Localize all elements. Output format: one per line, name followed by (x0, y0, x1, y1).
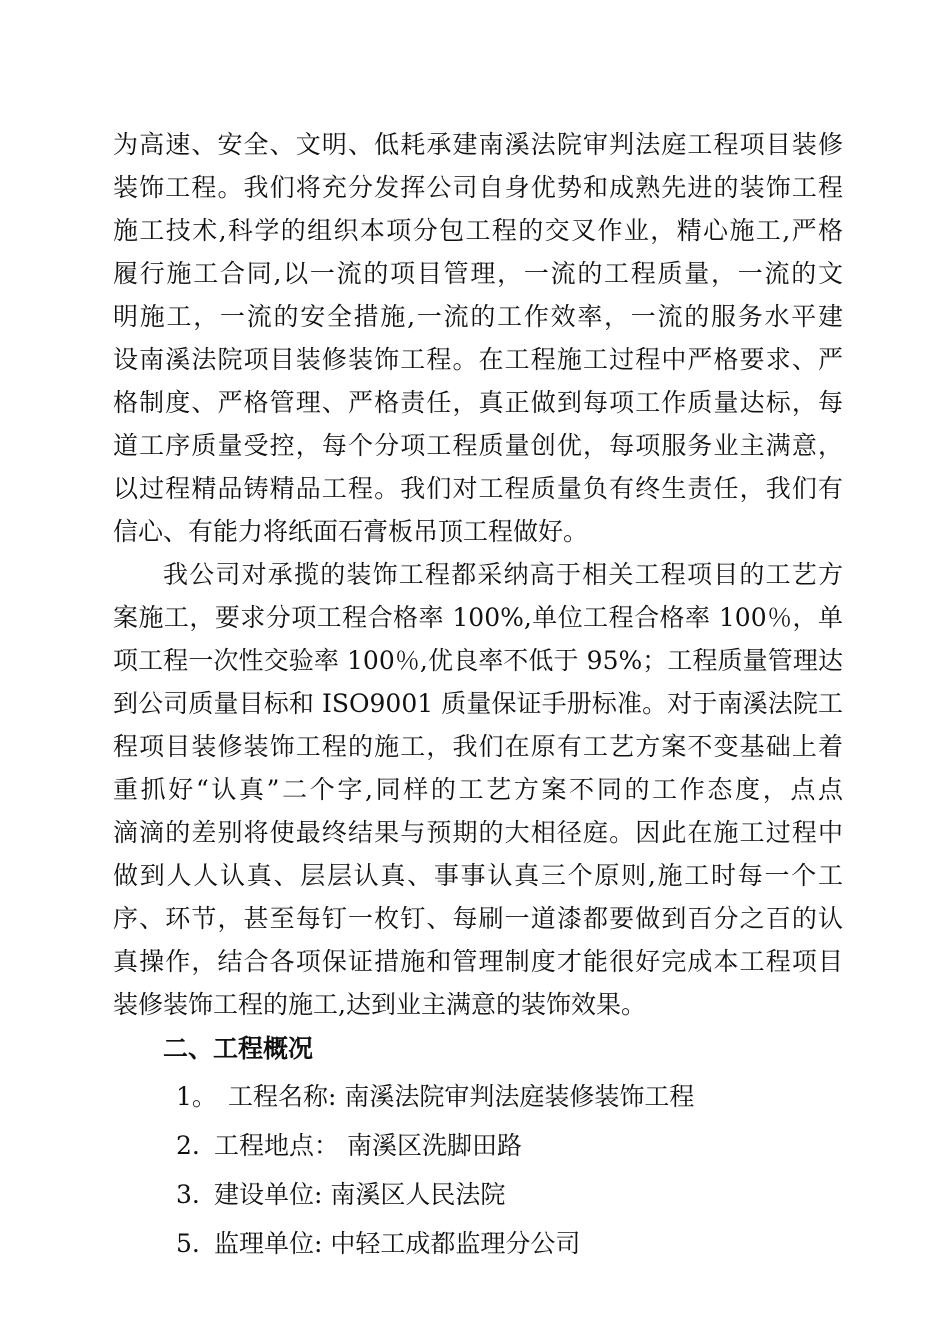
paragraph-line: 道工序质量受控，每个分项工程质量创优，每项服务业主满意， (113, 431, 843, 460)
paragraph-line: 以过程精品铸精品工程。我们对工程质量负有终生责任，我们有 (113, 474, 843, 503)
list-item-text: 建设单位: 南溪区人民法院 (214, 1180, 506, 1209)
list-item-text: 工程地点： 南溪区洗脚田路 (214, 1131, 522, 1160)
list-item-number: 1。 (176, 1082, 217, 1111)
paragraph-line: 装饰工程。我们将充分发挥公司自身优势和成熟先进的装饰工程 (113, 173, 843, 202)
paragraph-line: 真操作，结合各项保证措施和管理制度才能很好完成本工程项目 (113, 947, 843, 976)
list-item-number: 3. (176, 1180, 200, 1209)
paragraph-line: 到公司质量目标和 ISO9001 质量保证手册标准。对于南溪法院工 (113, 689, 843, 718)
paragraph-line: 程项目装修装饰工程的施工，我们在原有工艺方案不变基础上着 (113, 732, 843, 761)
paragraph-line: 施工技术,科学的组织本项分包工程的交叉作业，精心施工,严格 (113, 216, 843, 245)
paragraph-line: 设南溪法院项目装修装饰工程。在工程施工过程中严格要求、严 (113, 345, 843, 374)
paragraph-line: 项工程一次性交验率 100％,优良率不低于 95%；工程质量管理达 (113, 646, 843, 675)
list-item-text: 监理单位: 中轻工成都监理分公司 (214, 1229, 581, 1258)
list-item-number: 2. (176, 1131, 200, 1160)
paragraph-line: 装修装饰工程的施工,达到业主满意的装饰效果。 (113, 990, 646, 1019)
paragraph-line: 信心、有能力将纸面石膏板吊顶工程做好。 (113, 517, 589, 546)
list-item (176, 1080, 694, 1114)
paragraph-line: 为高速、安全、文明、低耗承建南溪法院审判法庭工程项目装修 (113, 130, 843, 159)
list-item (176, 1178, 505, 1212)
list-item (176, 1227, 580, 1261)
paragraph-line: 案施工，要求分项工程合格率 100%,单位工程合格率 100％，单 (113, 603, 843, 632)
paragraph-line: 格制度、严格管理、严格责任，真正做到每项工作质量达标，每 (113, 388, 843, 417)
paragraph-line: 履行施工合同,以一流的项目管理，一流的工程质量，一流的文 (113, 259, 843, 288)
list-item-number: 5. (176, 1229, 200, 1258)
paragraph-line: 做到人人认真、层层认真、事事认真三个原则,施工时每一个工 (113, 861, 843, 890)
section-heading: 二、工程概况 (163, 1034, 314, 1063)
paragraph-line: 我公司对承揽的装饰工程都采纳高于相关工程项目的工艺方 (163, 560, 843, 589)
list-item-text: 工程名称: 南溪法院审判法庭装修装饰工程 (228, 1082, 695, 1111)
paragraph-line: 明施工，一流的安全措施,一流的工作效率，一流的服务水平建 (113, 302, 843, 331)
paragraph-line: 序、环节，甚至每钉一枚钉、每刷一道漆都要做到百分之百的认 (113, 904, 843, 933)
paragraph-line: 重抓好“认真”二个字,同样的工艺方案不同的工作态度，点点 (113, 775, 843, 804)
paragraph-line: 滴滴的差别将使最终结果与预期的大相径庭。因此在施工过程中 (113, 818, 843, 847)
list-item (176, 1129, 522, 1163)
